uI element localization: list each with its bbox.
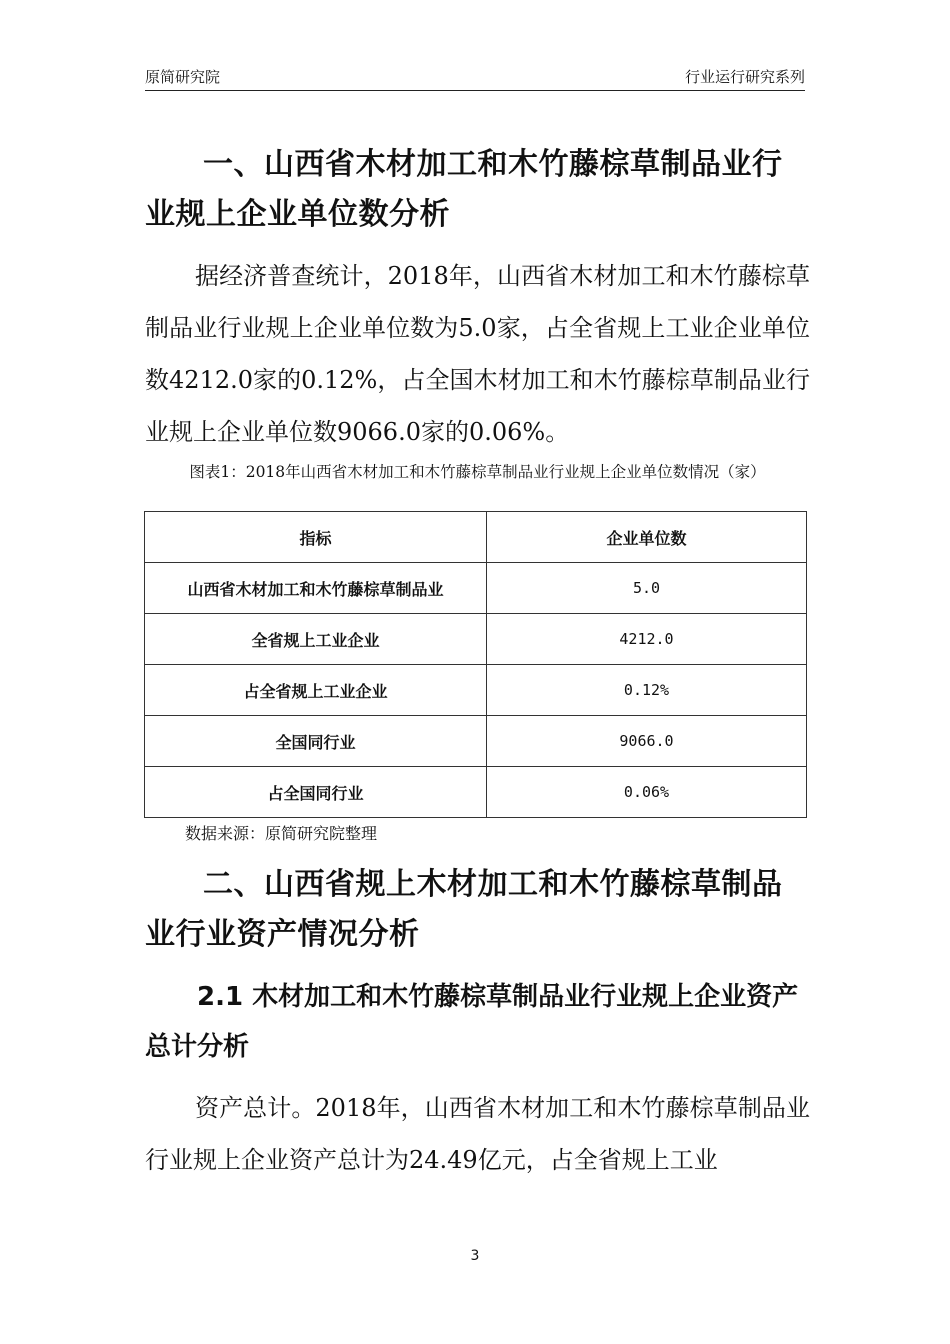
row-value: 5.0 xyxy=(487,563,807,614)
row-value: 4212.0 xyxy=(487,614,807,665)
table-header-row xyxy=(145,512,807,563)
data-table xyxy=(144,511,807,818)
section2-paragraph: 资产总计。2018年，山西省木材加工和木竹藤棕草制品业行业规上企业资产总计为24.49亿元，占全省规上工业 xyxy=(145,1094,810,1174)
table-header-indicator: 指标 xyxy=(145,512,487,563)
page-header xyxy=(145,64,805,91)
table-row xyxy=(145,716,807,767)
page-number: 3 xyxy=(470,1248,480,1264)
row-label: 全国同行业 xyxy=(145,716,487,767)
row-label: 占全国同行业 xyxy=(145,767,487,818)
table-row xyxy=(145,767,807,818)
row-value: 0.06% xyxy=(487,767,807,818)
header-series-name: 行业运行研究系列 xyxy=(684,68,805,86)
table-row xyxy=(145,614,807,665)
row-value: 9066.0 xyxy=(487,716,807,767)
section1-paragraph: 据经济普查统计，2018年，山西省木材加工和木竹藤棕草制品业行业规上企业单位数为5.0家，占全省规上工业企业单位数4212.0家的0.12%，占全国木材加工和木竹藤棕草制品业行业规上企业单位数9066.0家的0.06%。 xyxy=(145,262,810,446)
table-row xyxy=(145,563,807,614)
table-header-count: 企业单位数 xyxy=(487,512,807,563)
table-caption: 图表1：2018年山西省木材加工和木竹藤棕草制品业行业规上企业单位数情况（家） xyxy=(189,463,766,481)
table-source-note: 数据来源：原简研究院整理 xyxy=(185,824,378,843)
section2-title: 二、山西省规上木材加工和木竹藤棕草制品业行业资产情况分析 xyxy=(145,867,783,952)
row-label: 全省规上工业企业 xyxy=(145,614,487,665)
section1-title: 一、山西省木材加工和木竹藤棕草制品业行业规上企业单位数分析 xyxy=(145,147,783,232)
table-row xyxy=(145,665,807,716)
row-value: 0.12% xyxy=(487,665,807,716)
row-label: 山西省木材加工和木竹藤棕草制品业 xyxy=(145,563,487,614)
subsection-title: 2.1 木材加工和木竹藤棕草制品业行业规上企业资产总计分析 xyxy=(145,982,799,1062)
header-org-name: 原简研究院 xyxy=(145,68,221,86)
row-label: 占全省规上工业企业 xyxy=(145,665,487,716)
